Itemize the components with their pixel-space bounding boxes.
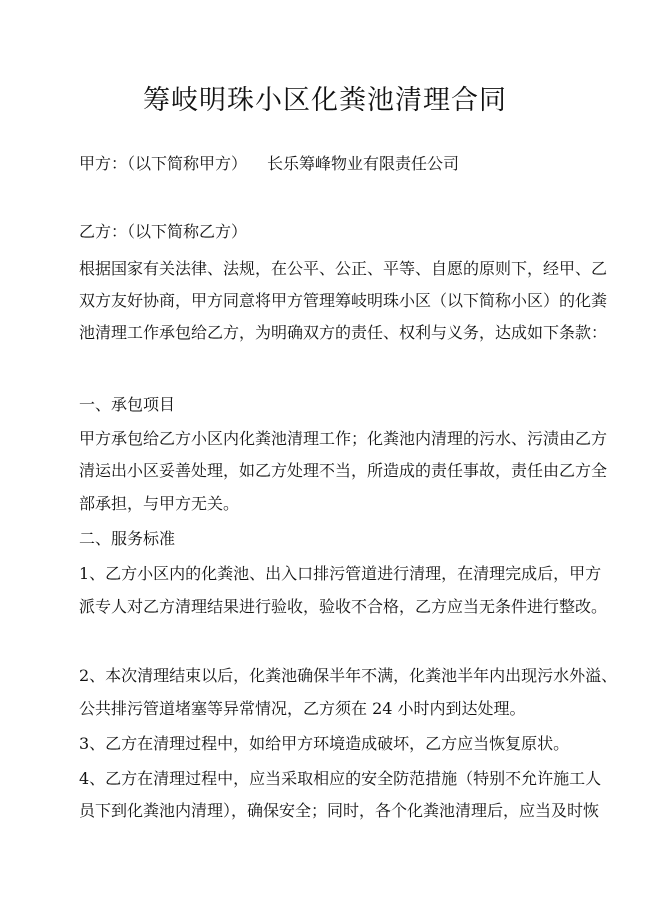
section-2-item-3: 3、乙方在清理过程中，如给甲方环境造成破坏，乙方应当恢复原状。	[79, 734, 570, 753]
section-1-line-1: 甲方承包给乙方小区内化粪池清理工作；化粪池内清理的污水、污渍由乙方	[79, 429, 608, 448]
section-2-item-4-line-2: 员下到化粪池内清理），确保安全；同时，各个化粪池清理后，应当及时恢	[79, 801, 600, 820]
party-a-name: 长乐筹峰物业有限责任公司	[267, 154, 460, 173]
section-2-item-2-line-1: 2、本次清理结束以后，化粪池确保半年不满，化粪池半年内出现污水外溢、	[79, 666, 618, 685]
section-1-line-2: 清运出小区妥善处理，如乙方处理不当，所造成的责任事故，责任由乙方全	[79, 461, 608, 480]
intro-line-2: 双方友好协商，甲方同意将甲方管理筹岐明珠小区（以下简称小区）的化粪	[79, 291, 608, 310]
party-a-line	[79, 154, 459, 174]
section-2-heading: 二、服务标准	[79, 529, 176, 548]
document-title: 筹岐明珠小区化粪池清理合同	[143, 85, 507, 116]
section-1-line-3: 部承担，与甲方无关。	[79, 494, 240, 513]
section-2-item-1-line-2: 派专人对乙方清理结果进行验收，验收不合格，乙方应当无条件进行整改。	[79, 597, 608, 616]
party-a-label: 甲方：（以下简称甲方）	[79, 154, 248, 173]
intro-line-1: 根据国家有关法律、法规，在公平、公正、平等、自愿的原则下，经甲、乙	[79, 259, 608, 278]
section-2-item-2-line-2: 公共排污管道堵塞等异常情况，乙方须在 24 小时内到达处理。	[79, 699, 526, 718]
section-1-heading: 一、承包项目	[79, 395, 176, 414]
intro-line-3: 池清理工作承包给乙方，为明确双方的责任、权利与义务，达成如下条款：	[79, 323, 608, 342]
party-b-label: 乙方：（以下简称乙方）	[79, 222, 248, 241]
section-2-item-4-line-1: 4、乙方在清理过程中，应当采取相应的安全防范措施（特别不允许施工人	[79, 769, 602, 788]
section-2-item-1-line-1: 1、乙方小区内的化粪池、出入口排污管道进行清理，在清理完成后，甲方	[79, 564, 602, 583]
